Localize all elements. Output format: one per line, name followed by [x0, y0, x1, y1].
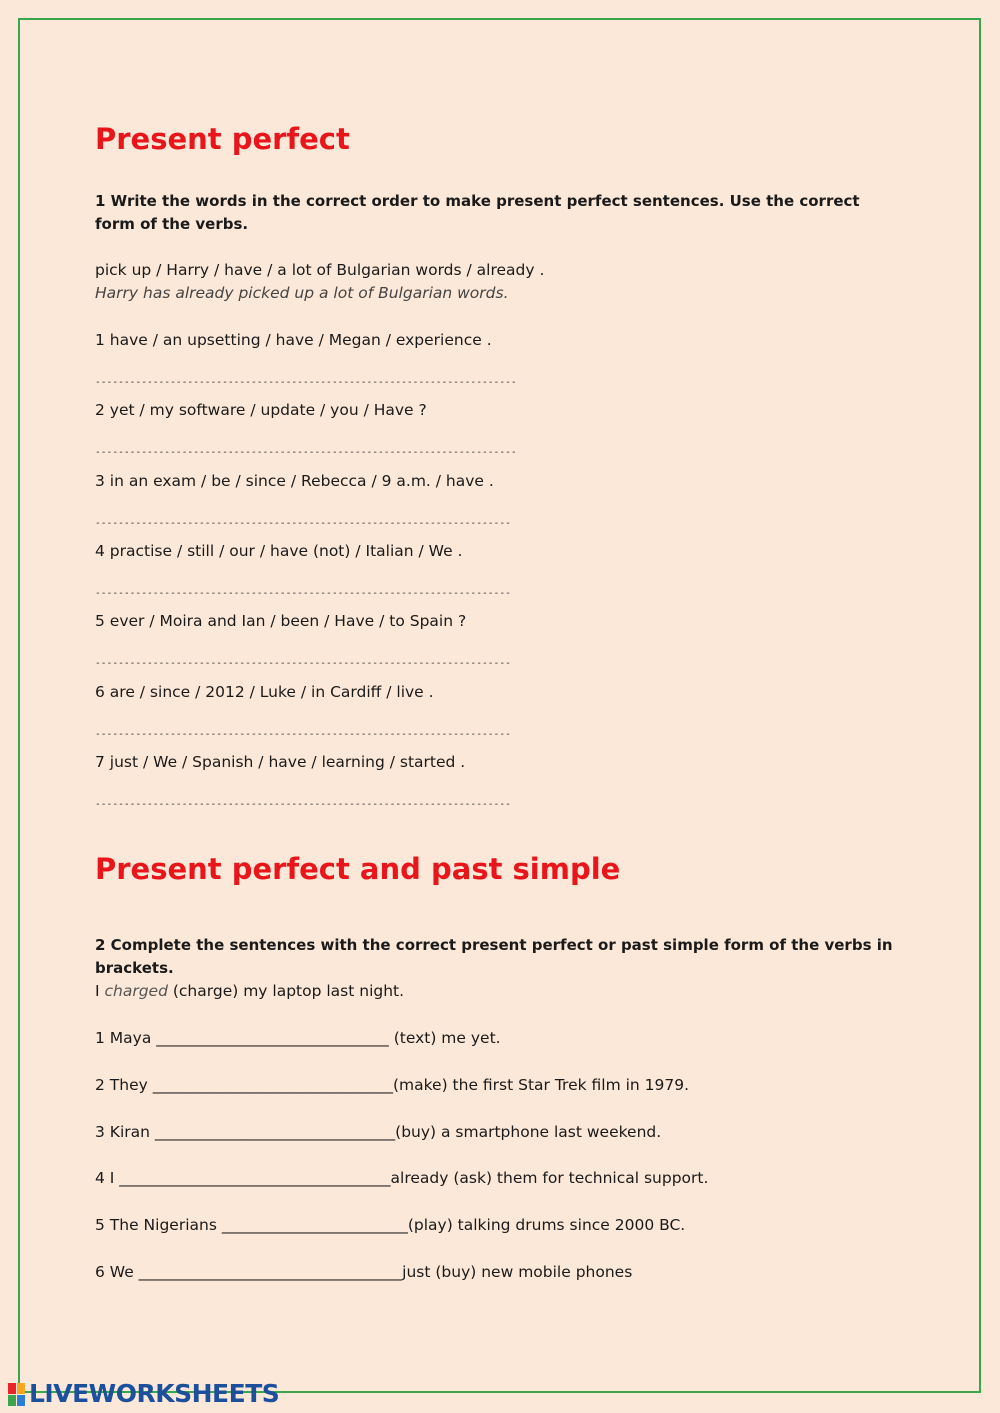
exercise2-item-5 — [95, 1216, 685, 1234]
item-suffix: (text) me yet. — [388, 1029, 501, 1047]
answer-blank[interactable]: ______________________________ — [156, 1029, 389, 1047]
logo-block-2 — [17, 1383, 25, 1394]
exercise1-item-5: 5 ever / Moira and Ian / been / Have / to Spain ? — [95, 612, 467, 631]
exercise1-item-3: 3 in an exam / be / since / Rebecca / 9 a.m. / have . — [95, 471, 494, 490]
exercise2-item-1 — [95, 1029, 501, 1047]
section1-title: Present perfect — [95, 122, 350, 156]
example-answer: Harry has already picked up a lot of Bulgarian words. — [95, 284, 509, 302]
exercise1-item-7: 7 just / We / Spanish / have / learning / started . — [95, 752, 466, 771]
exercise1-item-2: 2 yet / my software / update / you / Have ? — [95, 401, 427, 420]
example-sentence — [95, 982, 404, 1000]
item-prefix: 2 They — [95, 1075, 153, 1094]
exercise2-item-2 — [95, 1076, 689, 1094]
item-suffix: (buy) a smartphone last weekend. — [395, 1122, 662, 1141]
item-suffix: (make) the first Star Trek film in 1979. — [392, 1075, 690, 1094]
answer-line-1[interactable]: ------------------------------------------------------------------------- — [95, 377, 517, 388]
exercise2-item-3 — [95, 1123, 661, 1141]
exercise2-item-6 — [95, 1263, 632, 1281]
section2-title: Present perfect and past simple — [95, 852, 621, 886]
logo-text: LIVEWORKSHEETS — [29, 1379, 280, 1408]
example-post: (charge) my laptop last night. — [167, 982, 405, 1000]
example-pre: I — [95, 982, 105, 1000]
exercise2-item-4 — [95, 1169, 708, 1187]
item-suffix: (play) talking drums since 2000 BC. — [407, 1216, 686, 1235]
logo-block-3 — [8, 1395, 16, 1406]
example-prompt: pick up / Harry / have / a lot of Bulgarian words / already . — [95, 261, 545, 279]
item-prefix: 4 I — [95, 1169, 120, 1188]
answer-line-7[interactable]: ------------------------------------------------------------------------ — [95, 798, 511, 810]
logo-block-4 — [17, 1395, 25, 1406]
answer-blank[interactable]: ___________________________________ — [119, 1169, 391, 1188]
liveworksheets-logo — [8, 1381, 279, 1407]
exercise1-item-4: 4 practise / still / our / have (not) / Italian / We . — [95, 541, 463, 560]
item-prefix: 1 Maya — [95, 1029, 157, 1047]
section1-instruction: 1 Write the words in the correct order to make present perfect sentences. Use the correct form of the verbs. — [95, 192, 860, 233]
answer-blank[interactable]: __________________________________ — [138, 1263, 403, 1281]
answer-line-6[interactable]: ------------------------------------------------------------------------ — [95, 728, 511, 740]
answer-line-2[interactable]: ------------------------------------------------------------------------- — [95, 447, 517, 459]
item-prefix: 5 The Nigerians — [95, 1216, 222, 1235]
logo-icon — [8, 1383, 25, 1406]
example-answer-verb: charged — [104, 982, 168, 1000]
item-prefix: 3 Kiran — [95, 1122, 155, 1141]
answer-line-4[interactable]: ------------------------------------------------------------------------ — [95, 587, 511, 599]
logo-block-1 — [8, 1383, 16, 1394]
section2-instruction: 2 Complete the sentences with the correct present perfect or past simple form of the verbs in brackets. — [95, 936, 893, 977]
answer-line-5[interactable]: ------------------------------------------------------------------------ — [95, 658, 511, 670]
answer-line-3[interactable]: ------------------------------------------------------------------------ — [95, 517, 511, 529]
exercise1-item-1: 1 have / an upsetting / have / Megan / experience . — [95, 331, 492, 349]
item-suffix: just (buy) new mobile phones — [402, 1263, 633, 1281]
answer-blank[interactable]: _______________________________ — [152, 1075, 393, 1094]
item-prefix: 6 We — [95, 1263, 139, 1281]
answer-blank[interactable]: ________________________ — [221, 1216, 408, 1235]
exercise1-item-6: 6 are / since / 2012 / Luke / in Cardiff / live . — [95, 682, 434, 701]
item-suffix: already (ask) them for technical support. — [390, 1169, 709, 1188]
answer-blank[interactable]: _______________________________ — [154, 1122, 396, 1141]
